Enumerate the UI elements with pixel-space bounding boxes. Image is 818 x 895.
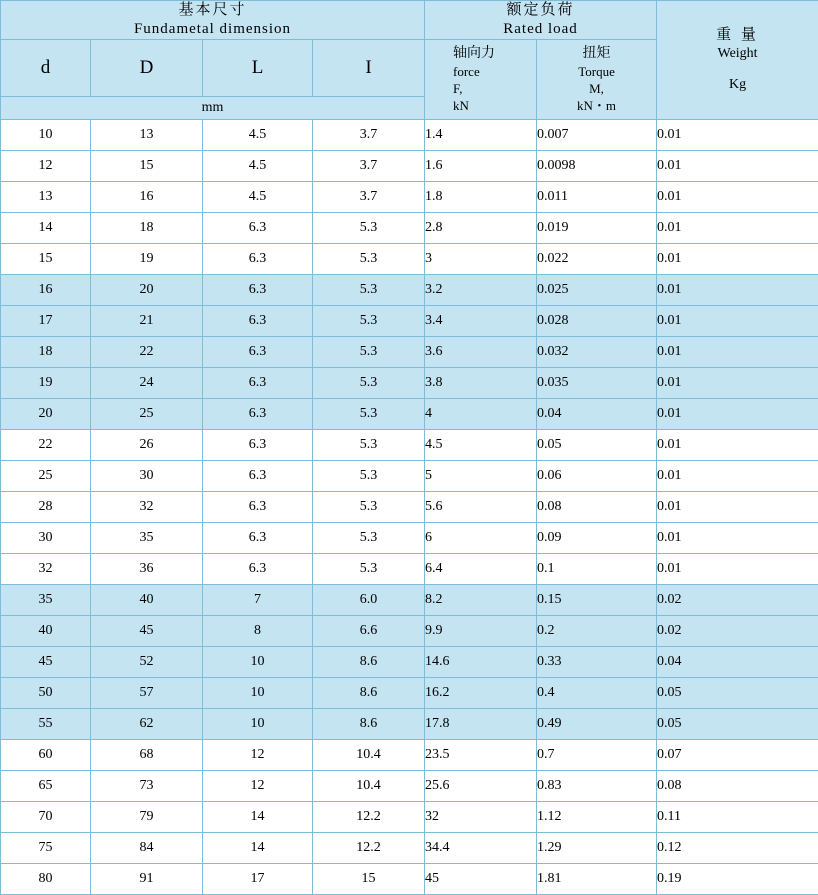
cell-d: 60 [1, 740, 91, 771]
cell-weight: 0.01 [657, 523, 818, 554]
cell-I: 3.7 [313, 151, 425, 182]
cell-I: 5.3 [313, 492, 425, 523]
cell-I: 10.4 [313, 740, 425, 771]
cell-d: 35 [1, 585, 91, 616]
cell-axial-force: 32 [425, 802, 537, 833]
table-row [1, 771, 818, 802]
table-row [1, 523, 818, 554]
table-row [1, 864, 818, 895]
cell-torque: 0.019 [537, 213, 657, 244]
table-row [1, 833, 818, 864]
cell-torque: 0.33 [537, 647, 657, 678]
cell-d: 50 [1, 678, 91, 709]
cell-L: 10 [203, 647, 313, 678]
cell-torque: 0.2 [537, 616, 657, 647]
table-row [1, 647, 818, 678]
header-col-I: I [313, 40, 425, 97]
cell-torque: 0.49 [537, 709, 657, 740]
cell-axial-force: 5 [425, 461, 537, 492]
cell-weight: 0.01 [657, 306, 818, 337]
cell-I: 5.3 [313, 554, 425, 585]
cell-d: 75 [1, 833, 91, 864]
header-col-axial-force-symbol: F, [453, 80, 536, 97]
cell-I: 3.7 [313, 120, 425, 151]
cell-L: 6.3 [203, 337, 313, 368]
cell-L: 14 [203, 833, 313, 864]
header-col-D: D [91, 40, 203, 97]
cell-D: 25 [91, 399, 203, 430]
cell-weight: 0.07 [657, 740, 818, 771]
table-row [1, 554, 818, 585]
header-col-torque-unit: kN・m [537, 97, 656, 114]
cell-d: 80 [1, 864, 91, 895]
cell-I: 6.0 [313, 585, 425, 616]
cell-axial-force: 3.4 [425, 306, 537, 337]
cell-weight: 0.01 [657, 399, 818, 430]
cell-L: 6.3 [203, 523, 313, 554]
cell-D: 19 [91, 244, 203, 275]
cell-torque: 0.1 [537, 554, 657, 585]
header-col-torque-en: Torque [537, 63, 656, 80]
cell-d: 25 [1, 461, 91, 492]
cell-weight: 0.01 [657, 182, 818, 213]
cell-L: 10 [203, 709, 313, 740]
header-group-weight-unit: Kg [657, 76, 818, 94]
cell-D: 24 [91, 368, 203, 399]
cell-axial-force: 1.6 [425, 151, 537, 182]
header-group-dimension-cn: 基本尺寸 [1, 1, 424, 20]
cell-axial-force: 4.5 [425, 430, 537, 461]
cell-I: 5.3 [313, 306, 425, 337]
header-col-axial-force-cn: 轴向力 [453, 45, 536, 63]
table-row [1, 368, 818, 399]
cell-weight: 0.01 [657, 151, 818, 182]
cell-weight: 0.02 [657, 616, 818, 647]
cell-d: 40 [1, 616, 91, 647]
cell-d: 55 [1, 709, 91, 740]
cell-weight: 0.01 [657, 368, 818, 399]
header-dimension-unit: mm [1, 97, 425, 120]
cell-d: 13 [1, 182, 91, 213]
cell-D: 73 [91, 771, 203, 802]
table-row [1, 461, 818, 492]
cell-L: 17 [203, 864, 313, 895]
cell-d: 14 [1, 213, 91, 244]
cell-L: 10 [203, 678, 313, 709]
cell-weight: 0.08 [657, 771, 818, 802]
cell-weight: 0.01 [657, 213, 818, 244]
cell-torque: 0.0098 [537, 151, 657, 182]
cell-axial-force: 17.8 [425, 709, 537, 740]
cell-I: 6.6 [313, 616, 425, 647]
cell-L: 7 [203, 585, 313, 616]
cell-d: 19 [1, 368, 91, 399]
cell-torque: 0.032 [537, 337, 657, 368]
cell-weight: 0.01 [657, 120, 818, 151]
cell-axial-force: 3 [425, 244, 537, 275]
cell-L: 6.3 [203, 275, 313, 306]
cell-torque: 0.028 [537, 306, 657, 337]
cell-weight: 0.12 [657, 833, 818, 864]
header-group-load [425, 1, 657, 40]
cell-axial-force: 23.5 [425, 740, 537, 771]
header-col-torque-cn: 扭矩 [537, 45, 656, 63]
cell-weight: 0.01 [657, 430, 818, 461]
cell-axial-force: 14.6 [425, 647, 537, 678]
cell-I: 12.2 [313, 802, 425, 833]
cell-axial-force: 3.6 [425, 337, 537, 368]
cell-d: 70 [1, 802, 91, 833]
cell-D: 21 [91, 306, 203, 337]
cell-D: 79 [91, 802, 203, 833]
cell-I: 12.2 [313, 833, 425, 864]
cell-I: 8.6 [313, 678, 425, 709]
cell-torque: 1.29 [537, 833, 657, 864]
cell-d: 18 [1, 337, 91, 368]
header-col-axial-force-unit: kN [453, 97, 536, 114]
cell-axial-force: 9.9 [425, 616, 537, 647]
cell-D: 68 [91, 740, 203, 771]
cell-weight: 0.01 [657, 337, 818, 368]
header-col-axial-force [425, 40, 537, 120]
table-row [1, 678, 818, 709]
cell-L: 6.3 [203, 399, 313, 430]
cell-L: 6.3 [203, 213, 313, 244]
cell-I: 5.3 [313, 368, 425, 399]
table-row [1, 182, 818, 213]
cell-d: 15 [1, 244, 91, 275]
cell-axial-force: 1.8 [425, 182, 537, 213]
cell-D: 15 [91, 151, 203, 182]
table-body [1, 120, 818, 895]
cell-weight: 0.02 [657, 585, 818, 616]
header-group-dimension-en: Fundametal dimension [1, 20, 424, 39]
table-row [1, 802, 818, 833]
cell-I: 3.7 [313, 182, 425, 213]
cell-d: 65 [1, 771, 91, 802]
cell-L: 12 [203, 740, 313, 771]
cell-d: 16 [1, 275, 91, 306]
header-group-weight [657, 1, 818, 120]
cell-L: 12 [203, 771, 313, 802]
cell-torque: 0.04 [537, 399, 657, 430]
table-row [1, 275, 818, 306]
cell-I: 5.3 [313, 213, 425, 244]
cell-D: 30 [91, 461, 203, 492]
cell-axial-force: 25.6 [425, 771, 537, 802]
cell-weight: 0.01 [657, 461, 818, 492]
table-row [1, 151, 818, 182]
cell-D: 91 [91, 864, 203, 895]
table-row [1, 585, 818, 616]
cell-D: 26 [91, 430, 203, 461]
cell-torque: 1.12 [537, 802, 657, 833]
cell-axial-force: 45 [425, 864, 537, 895]
table-row [1, 120, 818, 151]
cell-axial-force: 16.2 [425, 678, 537, 709]
cell-axial-force: 3.8 [425, 368, 537, 399]
cell-axial-force: 6 [425, 523, 537, 554]
cell-I: 15 [313, 864, 425, 895]
cell-torque: 0.4 [537, 678, 657, 709]
cell-I: 5.3 [313, 430, 425, 461]
cell-axial-force: 2.8 [425, 213, 537, 244]
cell-D: 57 [91, 678, 203, 709]
header-col-axial-force-en: force [453, 63, 536, 80]
cell-weight: 0.05 [657, 678, 818, 709]
table-row [1, 399, 818, 430]
cell-axial-force: 3.2 [425, 275, 537, 306]
cell-torque: 0.05 [537, 430, 657, 461]
cell-I: 5.3 [313, 523, 425, 554]
cell-I: 10.4 [313, 771, 425, 802]
header-group-load-en: Rated load [425, 20, 656, 39]
cell-I: 8.6 [313, 647, 425, 678]
cell-D: 22 [91, 337, 203, 368]
cell-D: 35 [91, 523, 203, 554]
cell-torque: 0.09 [537, 523, 657, 554]
cell-torque: 0.7 [537, 740, 657, 771]
table-row [1, 244, 818, 275]
header-group-dimension [1, 1, 425, 40]
table-row [1, 213, 818, 244]
cell-torque: 0.025 [537, 275, 657, 306]
cell-d: 45 [1, 647, 91, 678]
cell-axial-force: 5.6 [425, 492, 537, 523]
cell-I: 5.3 [313, 399, 425, 430]
cell-D: 62 [91, 709, 203, 740]
table-row [1, 616, 818, 647]
table-row [1, 492, 818, 523]
cell-weight: 0.19 [657, 864, 818, 895]
cell-torque: 0.007 [537, 120, 657, 151]
cell-weight: 0.05 [657, 709, 818, 740]
cell-D: 52 [91, 647, 203, 678]
cell-L: 6.3 [203, 461, 313, 492]
table-row [1, 337, 818, 368]
cell-weight: 0.01 [657, 492, 818, 523]
cell-D: 13 [91, 120, 203, 151]
header-col-torque [537, 40, 657, 120]
cell-d: 10 [1, 120, 91, 151]
cell-I: 5.3 [313, 461, 425, 492]
cell-torque: 1.81 [537, 864, 657, 895]
header-row-groups [1, 1, 818, 40]
cell-D: 84 [91, 833, 203, 864]
header-group-weight-en: Weight [657, 45, 818, 63]
cell-D: 20 [91, 275, 203, 306]
cell-d: 22 [1, 430, 91, 461]
cell-I: 5.3 [313, 337, 425, 368]
cell-I: 5.3 [313, 244, 425, 275]
cell-L: 6.3 [203, 306, 313, 337]
cell-torque: 0.022 [537, 244, 657, 275]
cell-D: 18 [91, 213, 203, 244]
header-col-L: L [203, 40, 313, 97]
cell-weight: 0.04 [657, 647, 818, 678]
cell-d: 20 [1, 399, 91, 430]
cell-I: 8.6 [313, 709, 425, 740]
cell-weight: 0.01 [657, 244, 818, 275]
cell-axial-force: 4 [425, 399, 537, 430]
cell-weight: 0.11 [657, 802, 818, 833]
cell-axial-force: 1.4 [425, 120, 537, 151]
cell-d: 30 [1, 523, 91, 554]
cell-L: 6.3 [203, 430, 313, 461]
cell-I: 5.3 [313, 275, 425, 306]
cell-axial-force: 8.2 [425, 585, 537, 616]
table-row [1, 306, 818, 337]
cell-L: 14 [203, 802, 313, 833]
cell-L: 4.5 [203, 182, 313, 213]
table-row [1, 709, 818, 740]
cell-d: 32 [1, 554, 91, 585]
cell-axial-force: 34.4 [425, 833, 537, 864]
cell-torque: 0.08 [537, 492, 657, 523]
cell-L: 8 [203, 616, 313, 647]
cell-torque: 0.83 [537, 771, 657, 802]
cell-torque: 0.06 [537, 461, 657, 492]
table-row [1, 740, 818, 771]
cell-L: 4.5 [203, 151, 313, 182]
cell-D: 16 [91, 182, 203, 213]
cell-D: 32 [91, 492, 203, 523]
cell-D: 36 [91, 554, 203, 585]
cell-L: 6.3 [203, 554, 313, 585]
table-row [1, 430, 818, 461]
cell-torque: 0.15 [537, 585, 657, 616]
header-col-d: d [1, 40, 91, 97]
cell-L: 4.5 [203, 120, 313, 151]
cell-weight: 0.01 [657, 275, 818, 306]
cell-L: 6.3 [203, 244, 313, 275]
cell-weight: 0.01 [657, 554, 818, 585]
cell-L: 6.3 [203, 368, 313, 399]
cell-torque: 0.035 [537, 368, 657, 399]
cell-d: 28 [1, 492, 91, 523]
header-col-torque-symbol: M, [537, 80, 656, 97]
table-header [1, 1, 818, 120]
cell-axial-force: 6.4 [425, 554, 537, 585]
header-group-weight-cn: 重 量 [657, 26, 818, 45]
cell-d: 12 [1, 151, 91, 182]
cell-torque: 0.011 [537, 182, 657, 213]
cell-L: 6.3 [203, 492, 313, 523]
cell-D: 45 [91, 616, 203, 647]
cell-d: 17 [1, 306, 91, 337]
cell-D: 40 [91, 585, 203, 616]
header-group-load-cn: 额定负荷 [425, 1, 656, 20]
